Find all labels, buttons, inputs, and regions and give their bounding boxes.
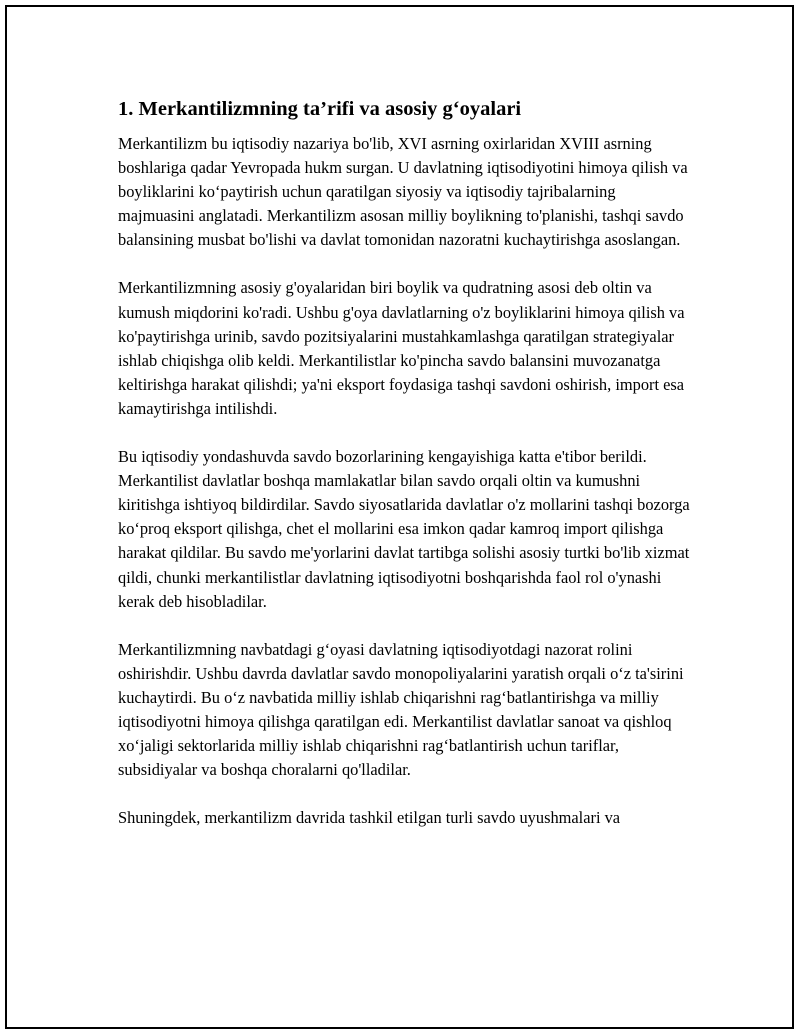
paragraph-2: Merkantilizmning asosiy g'oyalaridan biri boylik va qudratning asosi deb oltin va kumush miqdorini ko'radi. Ushbu g'oya davlatlarning o'z boyliklarini himoya qilish va ko'paytirishga urinib, savdo pozitsiyalarini mustahkamlashga qaratilgan strategiyalar ishlab chiqishga olib keldi. Merkantilistlar ko'pincha savdo balansini muvozanatga keltirishga harakat qilishdi; ya'ni eksport foydasiga tashqi savdoni oshirish, import esa kamaytirishga intilishdi. <box>118 278 685 418</box>
paragraph-5: Shuningdek, merkantilizm davrida tashkil etilgan turli savdo uyushmalari va <box>118 808 621 828</box>
paragraph-4: Merkantilizmning navbatdagi g‘oyasi davlatning iqtisodiyotdagi nazorat rolini oshirishdir. Ushbu davrda davlatlar savdo monopoliyalarini yaratish orqali o‘z ta'sirini kuchaytirdi. Bu o‘z navbatida milliy ishlab chiqarishni rag‘batlantirishga va milliy iqtisodiyotni himoya qilishga qaratilgan edi. Merkantilist davlatlar sanoat va qishloq xo‘jaligi sektorlarida milliy ishlab chiqarishni rag‘batlantirish uchun tariflar, subsidiyalar va boshqa choralarni qo'lladilar. <box>118 639 684 780</box>
paragraph-3: Bu iqtisodiy yondashuvda savdo bozorlarining kengayishiga katta e'tibor berildi. Merkantilist davlatlar boshqa mamlakatlar bilan savdo orqali oltin va kumushni kiritishga ishtiyoq bildirdilar. Savdo siyosatlarida davlatlar o'z mollarini tashqi bozorga ko‘proq eksport qilishga, chet el mollarini esa imkon qadar kamroq import qilishga harakat qildilar. Bu savdo me'yorlarini davlat tartibga solishi asosiy turtki bo'lib xizmat qildi, chunki merkantilistlar davlatning iqtisodiyotni boshqarishda faol rol o'ynashi kerak deb hisobladilar. <box>118 447 690 611</box>
document-body <box>118 96 693 854</box>
section-heading: 1. Merkantilizmning ta’rifi va asosiy g‘oyalari <box>118 98 522 120</box>
paragraph-1: Merkantilizm bu iqtisodiy nazariya bo'lib, XVI asrning oxirlaridan XVIII asrning boshlariga qadar Yevropada hukm surgan. U davlatning iqtisodiyotini himoya qilish va boyliklarini ko‘paytirish uchun qaratilgan siyosiy va iqtisodiy tajribalarning majmuasini anglatadi. Merkantilizm asosan milliy boylikning to'planishi, tashqi savdo balansining musbat bo'lishi va davlat tomonidan nazoratni kuchaytirishga asoslangan. <box>118 134 688 250</box>
